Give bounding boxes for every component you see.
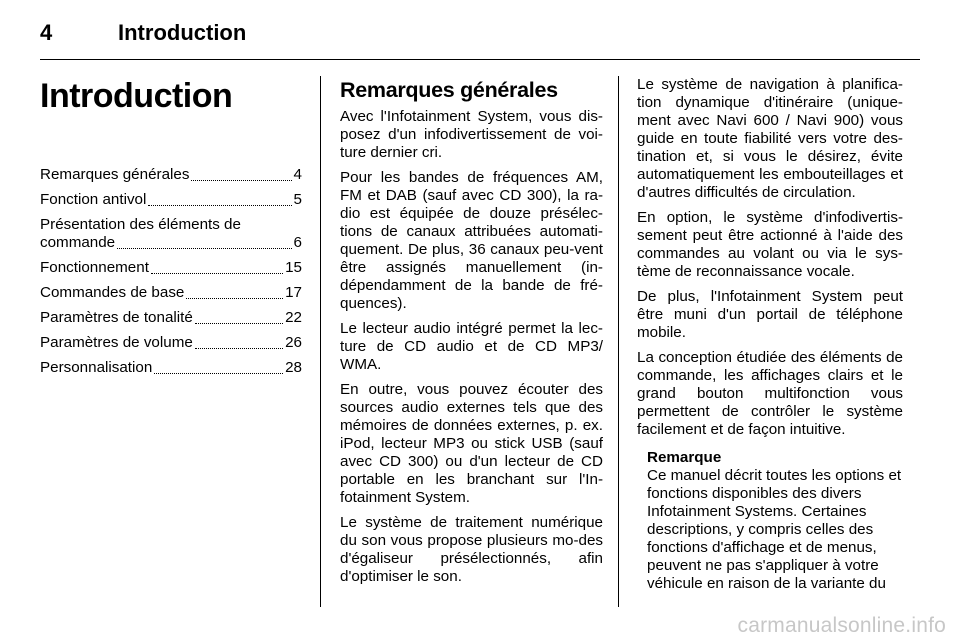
toc-leader	[191, 180, 291, 181]
toc-leader	[117, 248, 291, 249]
toc-entry[interactable]	[40, 191, 302, 209]
toc-page: 4	[293, 166, 302, 183]
toc-label: Commandes de base	[40, 284, 185, 301]
toc-entry[interactable]	[40, 259, 302, 277]
toc-leader	[154, 373, 283, 374]
note-box	[647, 449, 903, 593]
page-number: 4	[40, 20, 53, 45]
toc-leader	[186, 298, 283, 299]
column-divider-2	[618, 76, 619, 607]
paragraph: Le système de traitement numérique du son vous propose plusieurs mo-des d'égaliseur présélectionnés, afin d'optimiser le son.	[340, 514, 603, 585]
paragraph: Le système de navigation à planifica-tion dynamique d'itinéraire (unique-ment avec Navi 600 / Navi 900) vous guide en toute fiabilité vers votre des-tination et, si vous le désirez, évite automatiquement les embouteillages et d'autres difficultés de circulation.	[637, 76, 903, 201]
toc-entry[interactable]	[40, 309, 302, 327]
toc-page: 6	[293, 234, 302, 251]
paragraph: Le lecteur audio intégré permet la lec-ture de CD audio et de CD MP3/ WMA.	[340, 320, 603, 373]
note-title: Remarque	[647, 449, 722, 466]
paragraph: La conception étudiée des éléments de commande, les affichages clairs et le grand bouton multifonction vous permettent de contrôler le système facilement et de façon intuitive.	[637, 349, 903, 438]
toc-page: 15	[285, 259, 302, 276]
body-column-2	[340, 76, 603, 593]
paragraph: De plus, l'Infotainment System peut être muni d'un portail de téléphone mobile.	[637, 288, 903, 341]
toc-label: Fonction antivol	[40, 191, 147, 208]
paragraph: En outre, vous pouvez écouter des sources audio externes tels que des mémoires de données externes, p. ex. iPod, lecteur MP3 ou stick USB (sauf avec CD 300) ou d'un lecteur de CD portable en les branchant sur l'In-fotainment System.	[340, 381, 603, 506]
toc-entry[interactable]	[40, 216, 302, 252]
toc-page: 28	[285, 359, 302, 376]
toc-label: Remarques générales	[40, 166, 190, 183]
toc-column	[40, 76, 302, 384]
toc-page: 5	[293, 191, 302, 208]
header-rule	[40, 59, 920, 60]
table-of-contents	[40, 166, 302, 377]
toc-entry[interactable]	[40, 359, 302, 377]
main-title: Introduction	[40, 77, 233, 115]
section-title: Remarques générales	[340, 78, 558, 102]
toc-page: 17	[285, 284, 302, 301]
note-text: Ce manuel décrit toutes les options et fonctions disponibles des divers Infotainment Systems. Certaines descriptions, y compris celles des fonctions d'affichage et de menus, peuvent ne pas s'appliquer à votre véhicule en raison de la variante du	[647, 467, 902, 592]
toc-leader	[195, 348, 283, 349]
toc-entry[interactable]	[40, 166, 302, 184]
paragraph: Avec l'Infotainment System, vous dis-posez d'un infodivertissement de voi-ture dernier cri.	[340, 108, 603, 161]
toc-leader	[195, 323, 283, 324]
column-divider-1	[320, 76, 321, 607]
toc-label: Fonctionnement	[40, 259, 149, 276]
toc-label: Paramètres de volume	[40, 334, 193, 351]
header-section-title: Introduction	[118, 20, 247, 45]
toc-label: Paramètres de tonalité	[40, 309, 193, 326]
paragraph: Pour les bandes de fréquences AM, FM et DAB (sauf avec CD 300), la ra-dio est équipée de douze présélec-tions de canaux attribuées automati-quement. De plus, 36 canaux peu-vent être assignés manuellement (in-dépendamment de la bande de fré-quences).	[340, 169, 603, 312]
toc-label: commande	[40, 234, 116, 251]
watermark: carmanualsonline.info	[737, 614, 946, 637]
toc-leader	[151, 273, 283, 274]
toc-entry[interactable]	[40, 334, 302, 352]
paragraph: En option, le système d'infodivertis-sement peut être actionné à l'aide des commandes au volant ou via le sys-tème de reconnaissance vocale.	[637, 209, 903, 280]
toc-entry[interactable]	[40, 284, 302, 302]
toc-label-line1: Présentation des éléments de	[40, 216, 241, 233]
toc-page: 22	[285, 309, 302, 326]
toc-label: Personnalisation	[40, 359, 153, 376]
body-column-3	[637, 76, 903, 593]
toc-page: 26	[285, 334, 302, 351]
toc-leader	[148, 205, 291, 206]
